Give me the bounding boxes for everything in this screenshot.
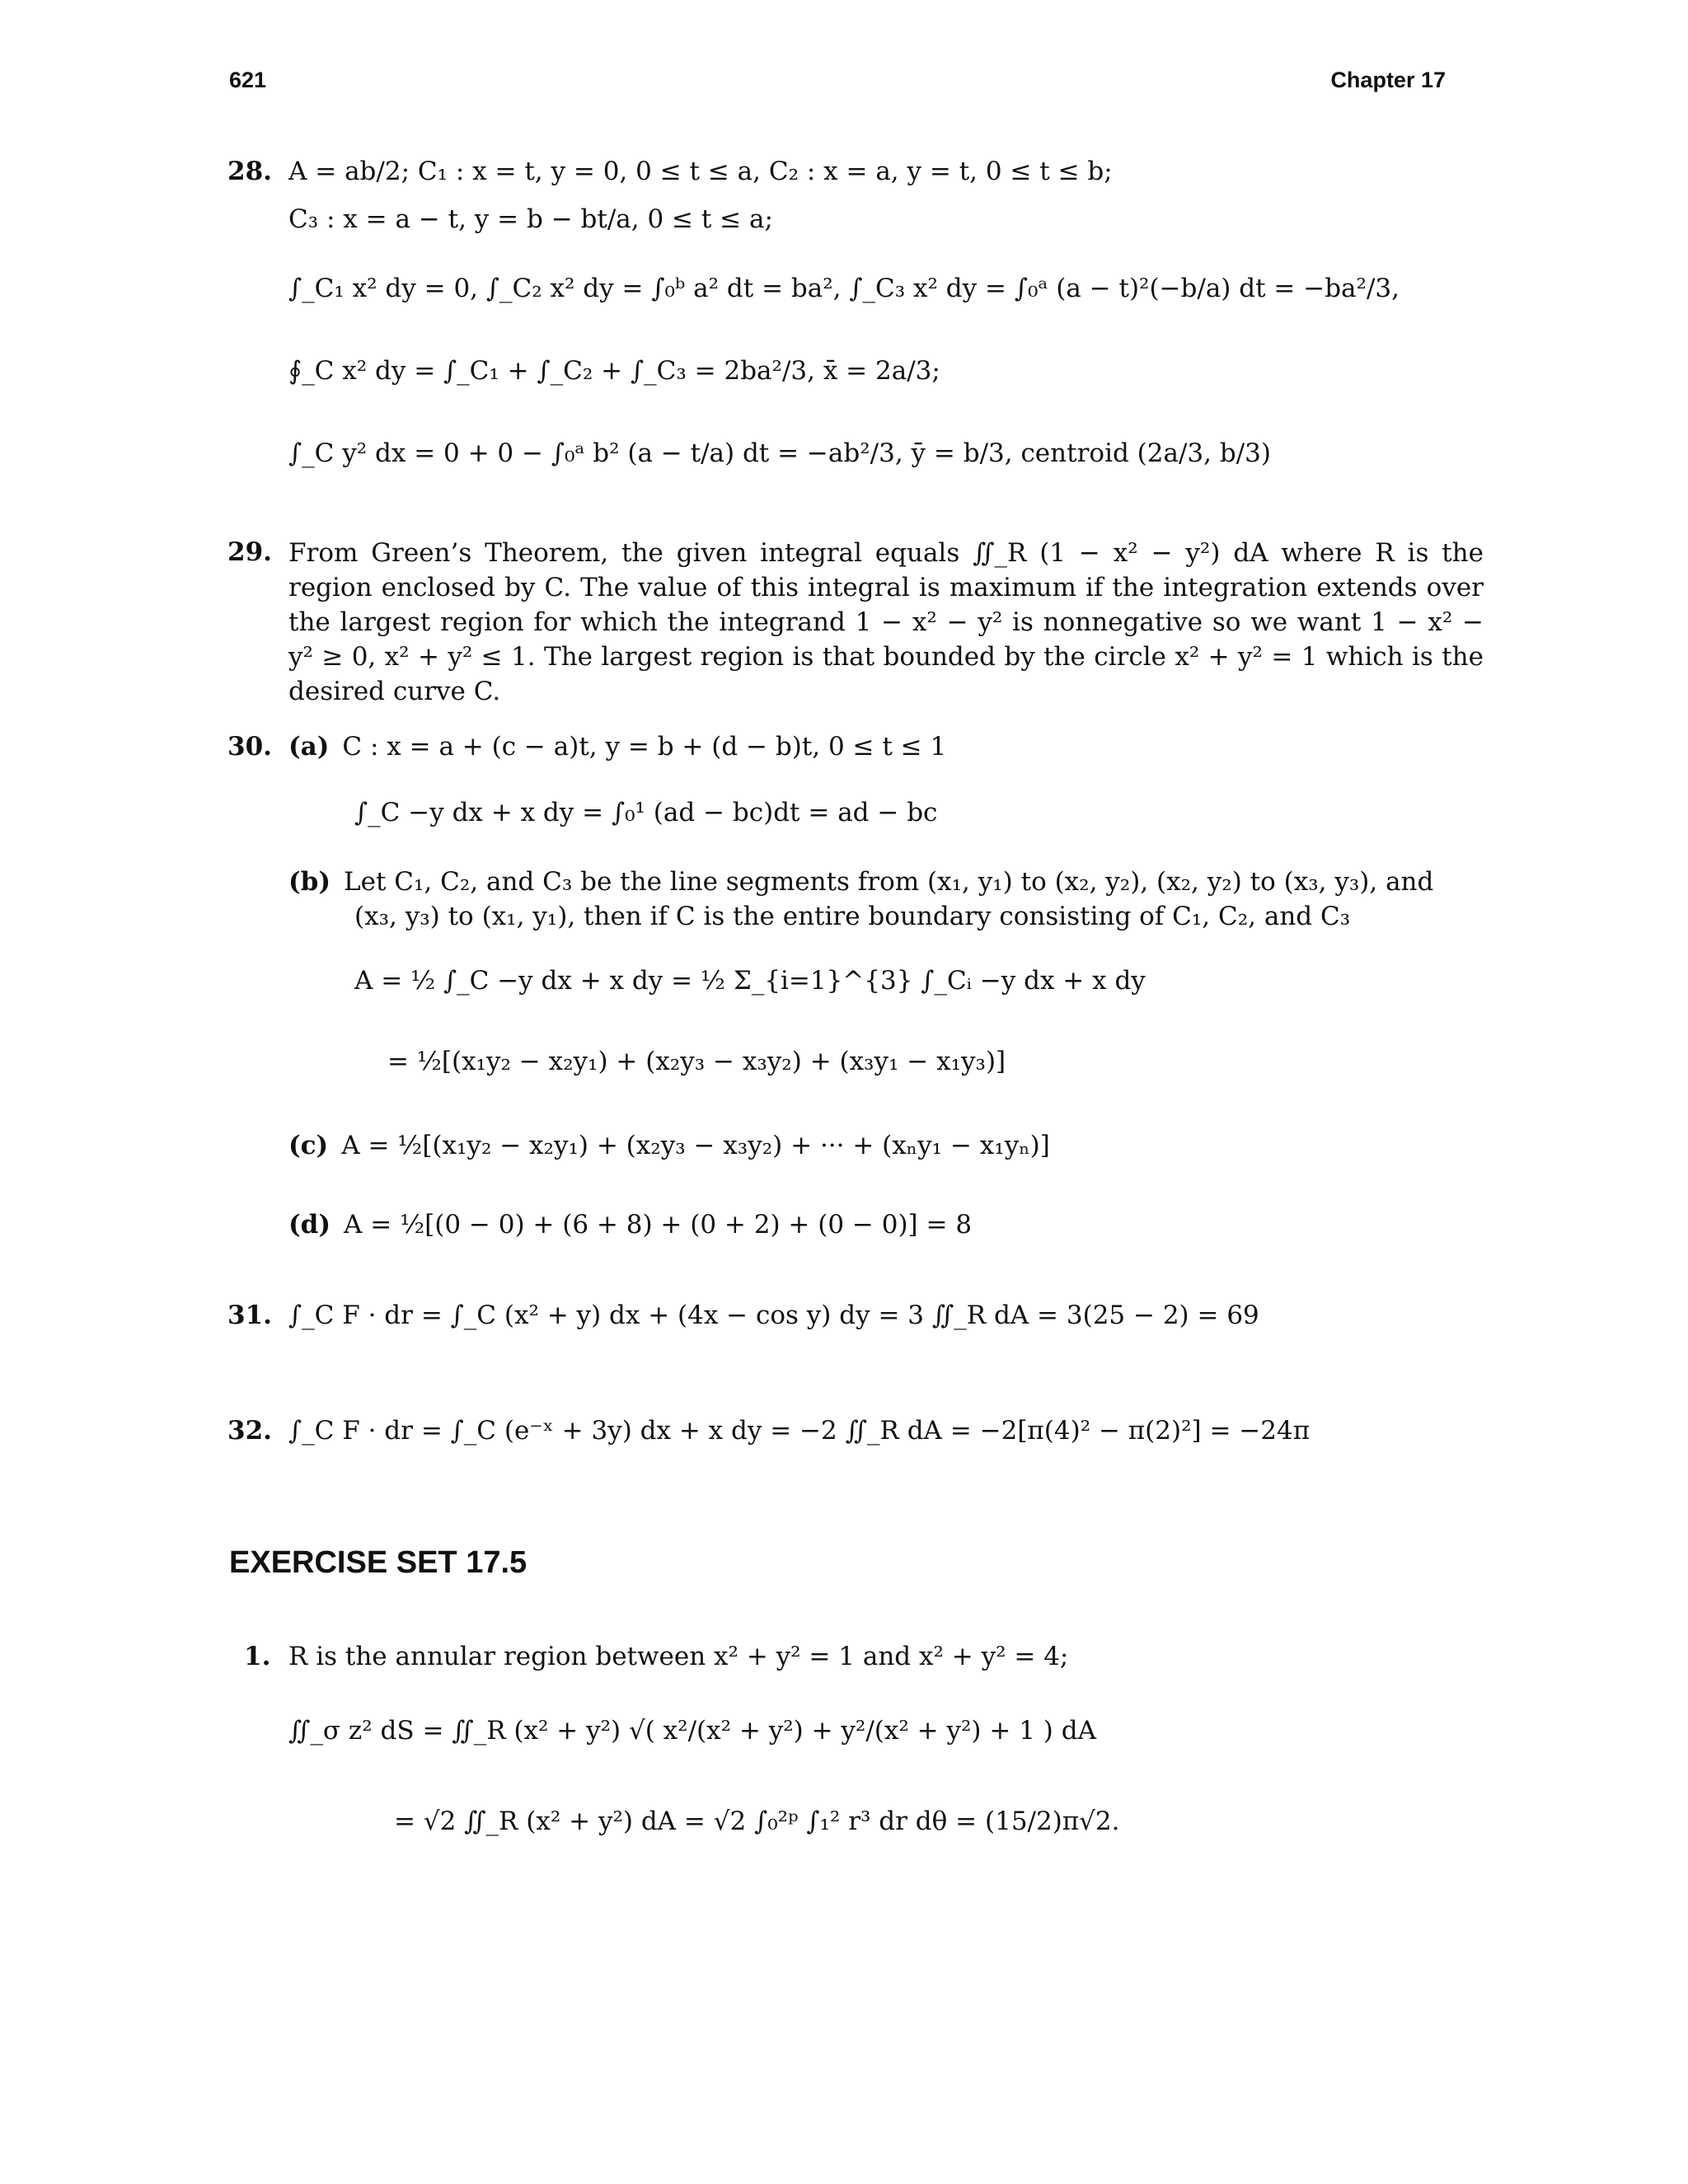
problem-31-text: ∫_C F · dr = ∫_C (x² + y) dx + (4x − cos y) dy = 3 ∬_R dA = 3(25 − 2) = 69	[288, 1301, 1259, 1330]
exercise-1-line-1: R is the annular region between x² + y² = 1 and x² + y² = 4;	[288, 1642, 1069, 1671]
problem-30a-line-1: C : x = a + (c − a)t, y = b + (d − b)t, 0 ≤ t ≤ 1	[342, 732, 947, 762]
problem-30b-line-1: Let C₁, C₂, and C₃ be the line segments from (x₁, y₁) to (x₂, y₂), (x₂, y₂) to (x₃, y₃), and	[344, 867, 1434, 897]
problem-28-line-2: C₃ : x = a − t, y = b − bt/a, 0 ≤ t ≤ a;	[288, 204, 773, 234]
problem-28-number: 28.	[227, 157, 272, 186]
exercise-1-number: 1.	[244, 1642, 271, 1671]
problem-30d-label: (d)	[288, 1210, 331, 1240]
problem-29-text: From Green’s Theorem, the given integral equals ∬_R (1 − x² − y²) dA where R is the region enclosed by C. The value of this integral is maximum if the integration extends over the largest region for which the integrand 1 − x² − y² is nonnegative so we want 1 − x² − y² ≥ 0, x² + y² ≤ 1. The largest region is that bounded by the circle x² + y² = 1 which is the desired curve C.	[288, 538, 1484, 706]
problem-28-line-1: A = ab/2; C₁ : x = t, y = 0, 0 ≤ t ≤ a, C₂ : x = a, y = t, 0 ≤ t ≤ b;	[288, 157, 1113, 186]
problem-30b-line-4: = ½[(x₁y₂ − x₂y₁) + (x₂y₃ − x₃y₂) + (x₃y₁ − x₁y₃)]	[387, 1047, 1006, 1076]
problem-30b-line-2: (x₃, y₃) to (x₁, y₁), then if C is the entire boundary consisting of C₁, C₂, and C₃	[354, 902, 1351, 931]
problem-32-text: ∫_C F · dr = ∫_C (e⁻ˣ + 3y) dx + x dy = −2 ∬_R dA = −2[π(4)² − π(2)²] = −24π	[288, 1416, 1311, 1446]
problem-30d	[288, 1208, 1484, 1241]
exercise-1-line-2: ∬_σ z² dS = ∬_R (x² + y²) √( x²/(x² + y²) + y²/(x² + y²) + 1 ) dA	[288, 1716, 1096, 1746]
problem-28-line-3: ∫_C₁ x² dy = 0, ∫_C₂ x² dy = ∫₀ᵇ a² dt = ba², ∫_C₃ x² dy = ∫₀ᵃ (a − t)²(−b/a) dt = −ba²/3,	[288, 274, 1400, 303]
problem-32-number: 32.	[227, 1416, 272, 1446]
problem-30b-line-3: A = ½ ∫_C −y dx + x dy = ½ Σ_{i=1}^{3} ∫_Cᵢ −y dx + x dy	[354, 966, 1146, 996]
section-heading: EXERCISE SET 17.5	[229, 1545, 528, 1580]
problem-29-number: 29.	[227, 537, 272, 567]
problem-30a-line-2: ∫_C −y dx + x dy = ∫₀¹ (ad − bc)dt = ad − bc	[354, 798, 938, 827]
problem-30c-text: A = ½[(x₁y₂ − x₂y₁) + (x₂y₃ − x₃y₂) + ··· + (xₙy₁ − x₁yₙ)]	[341, 1131, 1050, 1160]
problem-28-line-4: ∮_C x² dy = ∫_C₁ + ∫_C₂ + ∫_C₃ = 2ba²/3, x̄ = 2a/3;	[288, 356, 940, 386]
page-number: 621	[229, 68, 267, 92]
problem-30c	[288, 1129, 1484, 1162]
problem-28-line-5: ∫_C y² dx = 0 + 0 − ∫₀ᵃ b² (a − t/a) dt = −ab²/3, ȳ = b/3, centroid (2a/3, b/3)	[288, 438, 1271, 468]
problem-31-number: 31.	[227, 1301, 272, 1330]
problem-30-number: 30.	[227, 732, 272, 762]
chapter-title: Chapter 17	[1330, 68, 1446, 92]
problem-30b	[288, 865, 1484, 898]
problem-30a-label: (a)	[288, 732, 330, 762]
problem-30b-label: (b)	[288, 867, 331, 897]
problem-30d-text: A = ½[(0 − 0) + (6 + 8) + (0 + 2) + (0 − 0)] = 8	[344, 1210, 973, 1240]
problem-30c-label: (c)	[288, 1131, 329, 1160]
problem-30a	[288, 730, 1484, 763]
exercise-1-line-3: = √2 ∬_R (x² + y²) dA = √2 ∫₀²ᵖ ∫₁² r³ dr dθ = (15/2)π√2.	[394, 1807, 1120, 1836]
